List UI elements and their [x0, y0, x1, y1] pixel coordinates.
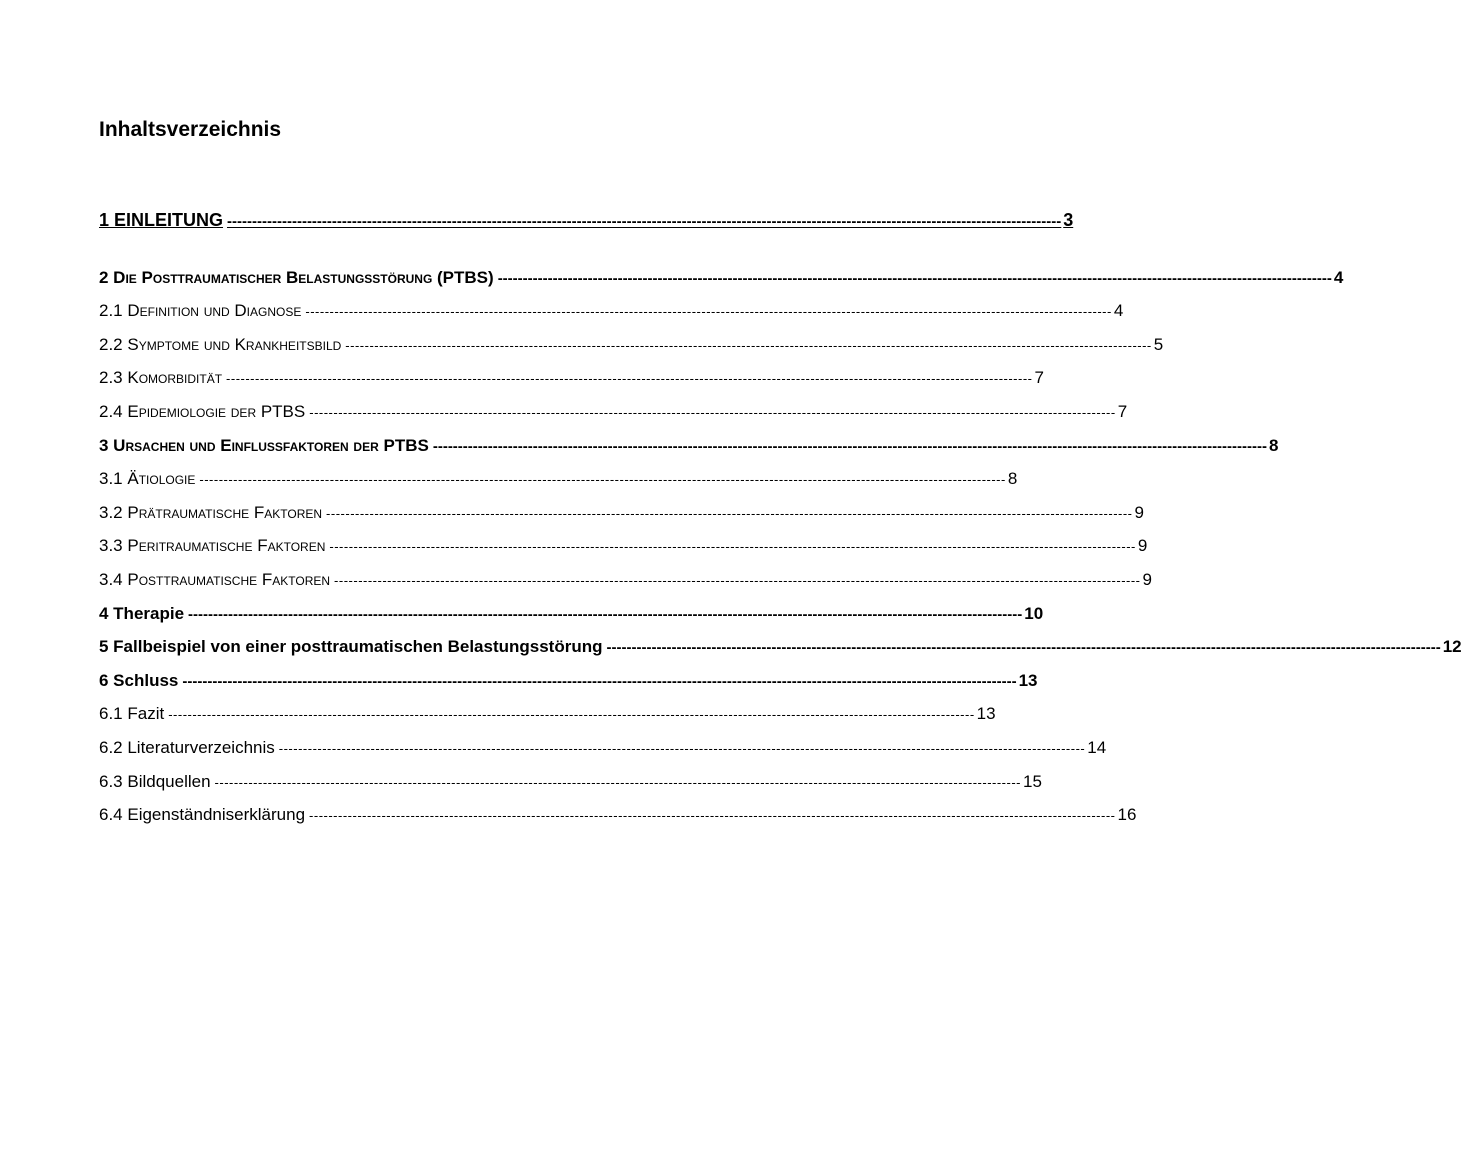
toc-entry-label: 2.2 Symptome und Krankheitsbild [99, 334, 342, 354]
toc-entry-page: 4 [1113, 301, 1124, 321]
toc-dot-leader: ----------------------------------------------------------------------------------------------------------------------------------------------------------------------- [309, 404, 1116, 420]
toc-entry-label: 3.1 Ätiologie [99, 469, 196, 489]
toc-entry-label: 1 EINLEITUNG [99, 210, 224, 230]
toc-entry-2-2[interactable] [99, 328, 1164, 362]
toc-entry-label: 6.2 Literaturverzeichnis [99, 737, 275, 757]
toc-entry-label: 3.4 Posttraumatische Faktoren [99, 569, 331, 589]
toc-dot-leader: ----------------------------------------------------------------------------------------------------------------------------------------------------------------------- [309, 808, 1116, 824]
toc-entry-label: 6.1 Fazit [99, 704, 165, 724]
toc-entry-label: 3 Ursachen und Einflussfaktoren der PTBS [99, 435, 429, 455]
toc-entry-6-3[interactable] [99, 765, 1042, 799]
toc-dot-leader: ----------------------------------------------------------------------------------------------------------------------------------------------------------------------- [345, 337, 1152, 353]
toc-entry-page: 9 [1137, 536, 1148, 556]
toc-entry-5[interactable] [99, 630, 1462, 664]
toc-entry-page: 7 [1117, 401, 1128, 421]
toc-entry-page: 13 [976, 704, 996, 724]
toc-heading: Inhaltsverzeichnis [99, 118, 282, 141]
toc-entry-label: 6.4 Eigenständniserklärung [99, 805, 306, 825]
toc-entry-label: 2 Die Posttraumatischer Belastungsstörung (PTBS) [99, 267, 494, 287]
toc-dot-leader: ----------------------------------------------------------------------------------------------------------------------------------------------------------------------- [168, 707, 975, 723]
toc-dot-leader: ----------------------------------------------------------------------------------------------------------------------------------------------------------------------- [329, 539, 1136, 555]
toc-dot-leader: ----------------------------------------------------------------------------------------------------------------------------------------------------------------------- [214, 774, 1021, 790]
toc-entry-6-2[interactable] [99, 731, 1107, 765]
toc-dot-leader: ----------------------------------------------------------------------------------------------------------------------------------------------------------------------- [497, 269, 1332, 287]
toc-dot-leader: ----------------------------------------------------------------------------------------------------------------------------------------------------------------------- [188, 605, 1023, 623]
toc-dot-leader: ----------------------------------------------------------------------------------------------------------------------------------------------------------------------- [227, 213, 1062, 230]
toc-dot-leader: ----------------------------------------------------------------------------------------------------------------------------------------------------------------------- [199, 472, 1006, 488]
toc-entry-3-1[interactable] [99, 462, 1018, 496]
toc-entry-page: 4 [1333, 267, 1344, 287]
toc-dot-leader: ----------------------------------------------------------------------------------------------------------------------------------------------------------------------- [606, 639, 1441, 657]
toc-entry-label: 2.1 Definition und Diagnose [99, 301, 302, 321]
toc-entry-3-3[interactable] [99, 529, 1148, 563]
toc-dot-leader: ----------------------------------------------------------------------------------------------------------------------------------------------------------------------- [334, 572, 1141, 588]
toc-entry-label: 2.4 Epidemiologie der PTBS [99, 401, 306, 421]
toc-entry-3[interactable] [99, 429, 1279, 463]
toc-entry-label: 3.2 Prätraumatische Faktoren [99, 502, 323, 522]
toc-dot-leader: ----------------------------------------------------------------------------------------------------------------------------------------------------------------------- [326, 505, 1133, 521]
toc-entry-2-3[interactable] [99, 361, 1044, 395]
toc-dot-leader: ----------------------------------------------------------------------------------------------------------------------------------------------------------------------- [278, 740, 1086, 756]
toc-dot-leader: ----------------------------------------------------------------------------------------------------------------------------------------------------------------------- [432, 437, 1268, 455]
toc-entry-3-2[interactable] [99, 496, 1144, 530]
toc-entry-page: 10 [1024, 603, 1044, 623]
toc-entry-2[interactable] [99, 261, 1344, 295]
toc-entry-page: 16 [1117, 805, 1137, 825]
toc-entry-1[interactable] [99, 204, 1074, 238]
toc-entry-6-4[interactable] [99, 798, 1137, 832]
table-of-contents [99, 204, 1462, 832]
toc-entry-3-4[interactable] [99, 563, 1152, 597]
toc-entry-6[interactable] [99, 664, 1038, 698]
toc-entry-page: 12 [1442, 637, 1462, 657]
toc-entry-label: 3.3 Peritraumatische Faktoren [99, 536, 326, 556]
toc-dot-leader: ----------------------------------------------------------------------------------------------------------------------------------------------------------------------- [226, 371, 1033, 387]
toc-entry-label: 5 Fallbeispiel von einer posttraumatischen Belastungsstörung [99, 637, 603, 657]
toc-entry-page: 9 [1142, 569, 1152, 589]
toc-entry-page: 8 [1269, 435, 1279, 455]
toc-entry-page: 3 [1063, 210, 1074, 230]
toc-entry-2-1[interactable] [99, 294, 1124, 328]
toc-entry-page: 9 [1134, 502, 1144, 522]
toc-dot-leader: ----------------------------------------------------------------------------------------------------------------------------------------------------------------------- [182, 672, 1017, 690]
toc-entry-label: 6.3 Bildquellen [99, 771, 211, 791]
toc-entry-page: 13 [1018, 670, 1038, 690]
toc-entry-page: 14 [1087, 737, 1107, 757]
toc-entry-6-1[interactable] [99, 697, 996, 731]
toc-entry-page: 8 [1007, 469, 1018, 489]
toc-entry-page: 5 [1153, 334, 1164, 354]
toc-entry-page: 7 [1034, 368, 1044, 388]
toc-entry-label: 2.3 Komorbidität [99, 368, 223, 388]
toc-entry-label: 4 Therapie [99, 603, 185, 623]
toc-entry-2-4[interactable] [99, 395, 1128, 429]
toc-entry-label: 6 Schluss [99, 670, 179, 690]
toc-entry-page: 15 [1023, 771, 1042, 791]
toc-dot-leader: ----------------------------------------------------------------------------------------------------------------------------------------------------------------------- [305, 304, 1112, 320]
toc-entry-4[interactable] [99, 597, 1044, 631]
